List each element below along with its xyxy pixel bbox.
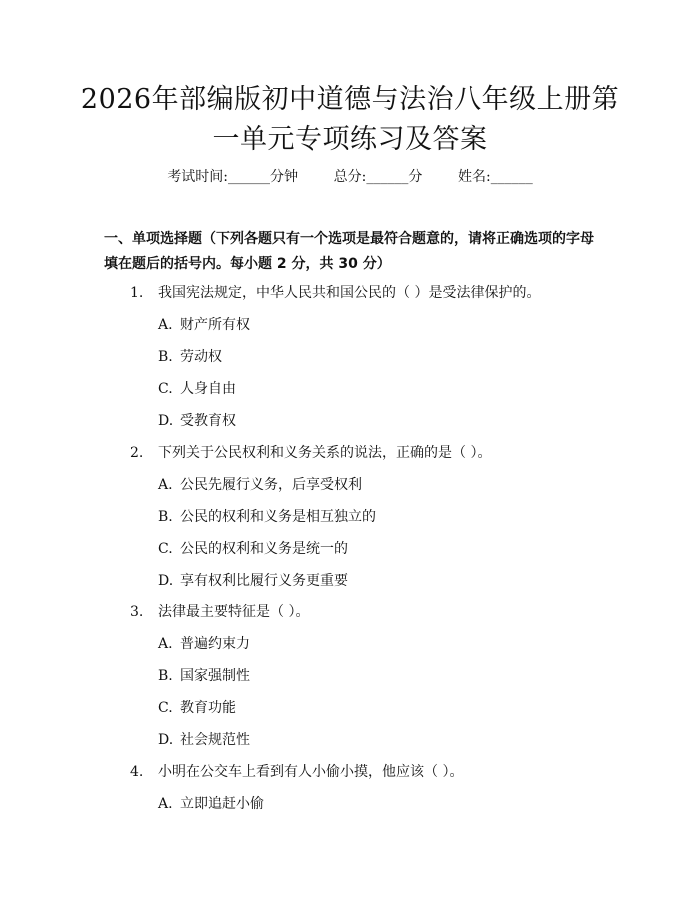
- answer-option: [158, 346, 618, 368]
- exam-info-line: [0, 166, 700, 188]
- option-letter: B.: [158, 509, 173, 525]
- option-letter: C.: [158, 700, 173, 716]
- answer-option: [158, 474, 618, 496]
- question-number: 1.: [130, 285, 144, 301]
- option-text: 公民先履行义务，后享受权利: [180, 477, 362, 493]
- answer-option: [158, 570, 618, 592]
- question-text: 法律最主要特征是（ ）。: [158, 604, 310, 620]
- section-heading-line-1: 一、单项选择题（下列各题只有一个选项是最符合题意的，请将正确选项的字母: [104, 231, 594, 247]
- answer-option: [158, 314, 618, 336]
- option-text: 受教育权: [180, 413, 236, 429]
- option-letter: D.: [158, 573, 174, 589]
- question-text: 下列关于公民权利和义务关系的说法，正确的是（ ）。: [158, 445, 492, 461]
- option-letter: A.: [158, 636, 173, 652]
- option-text: 立即追赶小偷: [180, 796, 264, 812]
- total-score-label: 总分:: [333, 169, 367, 185]
- option-text: 人身自由: [180, 381, 236, 397]
- option-letter: D.: [158, 732, 174, 748]
- total-score-unit: 分: [408, 169, 423, 185]
- document-title-line-2: 一单元专项练习及答案: [212, 124, 488, 155]
- option-letter: B.: [158, 349, 173, 365]
- option-text: 教育功能: [180, 700, 236, 716]
- answer-option: [158, 665, 618, 687]
- option-text: 普遍约束力: [180, 636, 250, 652]
- question-number: 3.: [130, 604, 144, 620]
- option-letter: A.: [158, 796, 173, 812]
- answer-option: [158, 697, 618, 719]
- option-letter: D.: [158, 413, 174, 429]
- answer-option: [158, 506, 618, 528]
- question-text: 小明在公交车上看到有人小偷小摸，他应该（ ）。: [158, 764, 464, 780]
- option-letter: C.: [158, 541, 173, 557]
- question-number: 4.: [130, 764, 144, 780]
- option-text: 财产所有权: [180, 317, 250, 333]
- option-text: 国家强制性: [180, 668, 250, 684]
- student-name-blank: ______: [490, 169, 533, 185]
- option-text: 公民的权利和义务是相互独立的: [180, 509, 376, 525]
- answer-option: [158, 793, 618, 815]
- exam-time-blank: ______: [228, 169, 271, 185]
- section-heading-line-2: 填在题后的括号内。每小题 2 分，共 30 分）: [104, 256, 391, 272]
- answer-option: [158, 538, 618, 560]
- option-text: 社会规范性: [180, 732, 250, 748]
- option-letter: A.: [158, 317, 173, 333]
- exam-time-label: 考试时间:: [167, 169, 229, 185]
- document-title-line-1: 2026年部编版初中道德与法治八年级上册第: [80, 84, 620, 115]
- option-text: 劳动权: [180, 349, 222, 365]
- answer-option: [158, 378, 618, 400]
- answer-option: [158, 410, 618, 432]
- exam-time-unit: 分钟: [270, 169, 299, 185]
- answer-option: [158, 633, 618, 655]
- answer-option: [158, 729, 618, 751]
- total-score-blank: ______: [366, 169, 409, 185]
- question-text: 我国宪法规定，中华人民共和国公民的（ ）是受法律保护的。: [158, 285, 541, 301]
- option-letter: B.: [158, 668, 173, 684]
- option-text: 公民的权利和义务是统一的: [180, 541, 348, 557]
- option-letter: A.: [158, 477, 173, 493]
- option-letter: C.: [158, 381, 173, 397]
- option-text: 享有权利比履行义务更重要: [180, 573, 348, 589]
- student-name-label: 姓名:: [457, 169, 491, 185]
- question-number: 2.: [130, 445, 144, 461]
